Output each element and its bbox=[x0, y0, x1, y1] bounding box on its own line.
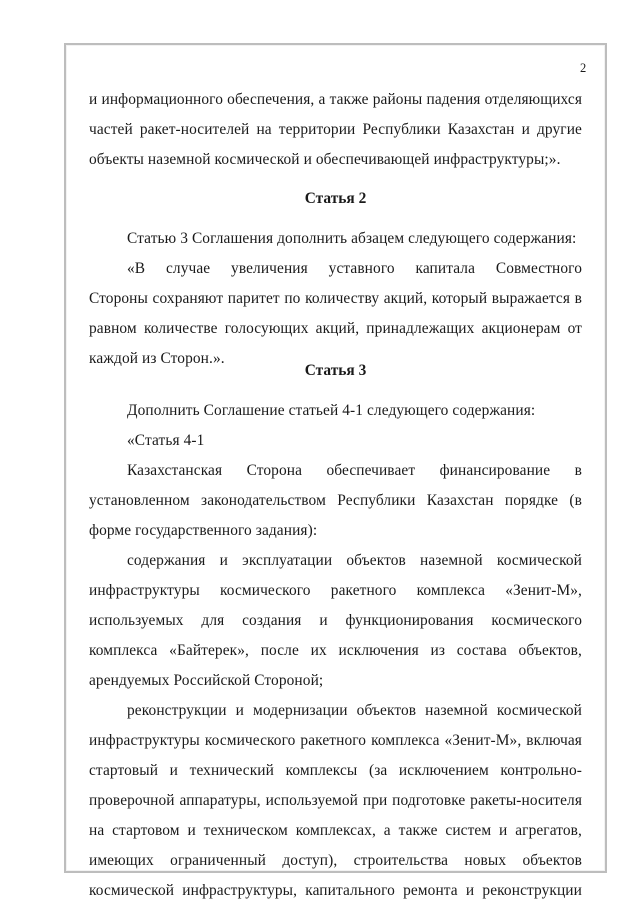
text-line: проверочной аппаратуры, используемой при подготовке ракеты-носителя bbox=[89, 792, 582, 809]
article-3-body bbox=[89, 396, 582, 906]
text-line: реконструкции и модернизации объектов наземной космической bbox=[127, 702, 582, 719]
text-line: стартовый и технический комплексы (за исключением контрольно- bbox=[89, 762, 582, 779]
intro-paragraph bbox=[89, 85, 582, 175]
text-line: Стороны сохраняют паритет по количеству акций, который выражается в bbox=[89, 290, 582, 307]
text-line: на стартовом и техническом комплексах, а также систем и агрегатов, bbox=[89, 822, 582, 839]
text-line: установленном законодательством Республики Казахстан порядке (в bbox=[89, 492, 582, 509]
article-2-body bbox=[89, 224, 582, 374]
text-line: равном количестве голосующих акций, принадлежащих акционерам от bbox=[89, 320, 582, 337]
text-line: Казахстанская Сторона обеспечивает финансирование в bbox=[127, 462, 582, 479]
text-line: «В случае увеличения уставного капитала Совместного bbox=[127, 260, 582, 277]
text-line: форме государственного задания): bbox=[89, 522, 318, 539]
text-line: инфраструктуры космического ракетного комплекса «Зенит-М», включая bbox=[89, 732, 582, 749]
text-line: Дополнить Соглашение статьей 4-1 следующего содержания: bbox=[127, 402, 536, 419]
text-line: инфраструктуры космического ракетного комплекса «Зенит-М», bbox=[89, 582, 582, 599]
text-line: каждой из Сторон.». bbox=[89, 350, 225, 367]
text-line: используемых для создания и функционирования космического bbox=[89, 612, 582, 629]
text-line: «Статья 4-1 bbox=[127, 432, 205, 449]
text-line: и информационного обеспечения, а также районы падения отделяющихся bbox=[89, 91, 582, 108]
text-line: частей ракет-носителей на территории Республики Казахстан и другие bbox=[89, 121, 582, 138]
article-2-heading: Статья 2 bbox=[304, 190, 367, 207]
article-3-heading: Статья 3 bbox=[304, 362, 367, 379]
text-line: арендуемых Российской Стороной; bbox=[89, 672, 324, 689]
text-line: объекты наземной космической и обеспечивающей инфраструктуры;». bbox=[89, 151, 561, 168]
text-line: содержания и эксплуатации объектов наземной космической bbox=[127, 552, 582, 569]
text-line: космической инфраструктуры, капитального ремонта и реконструкции bbox=[89, 882, 582, 899]
text-line: комплекса «Байтерек», после их исключения из состава объектов, bbox=[89, 642, 582, 659]
text-line: Статью 3 Соглашения дополнить абзацем следующего содержания: bbox=[127, 230, 577, 247]
page-number: 2 bbox=[580, 61, 587, 75]
text-line: имеющих ограниченный доступ), строительства новых объектов bbox=[89, 852, 582, 869]
